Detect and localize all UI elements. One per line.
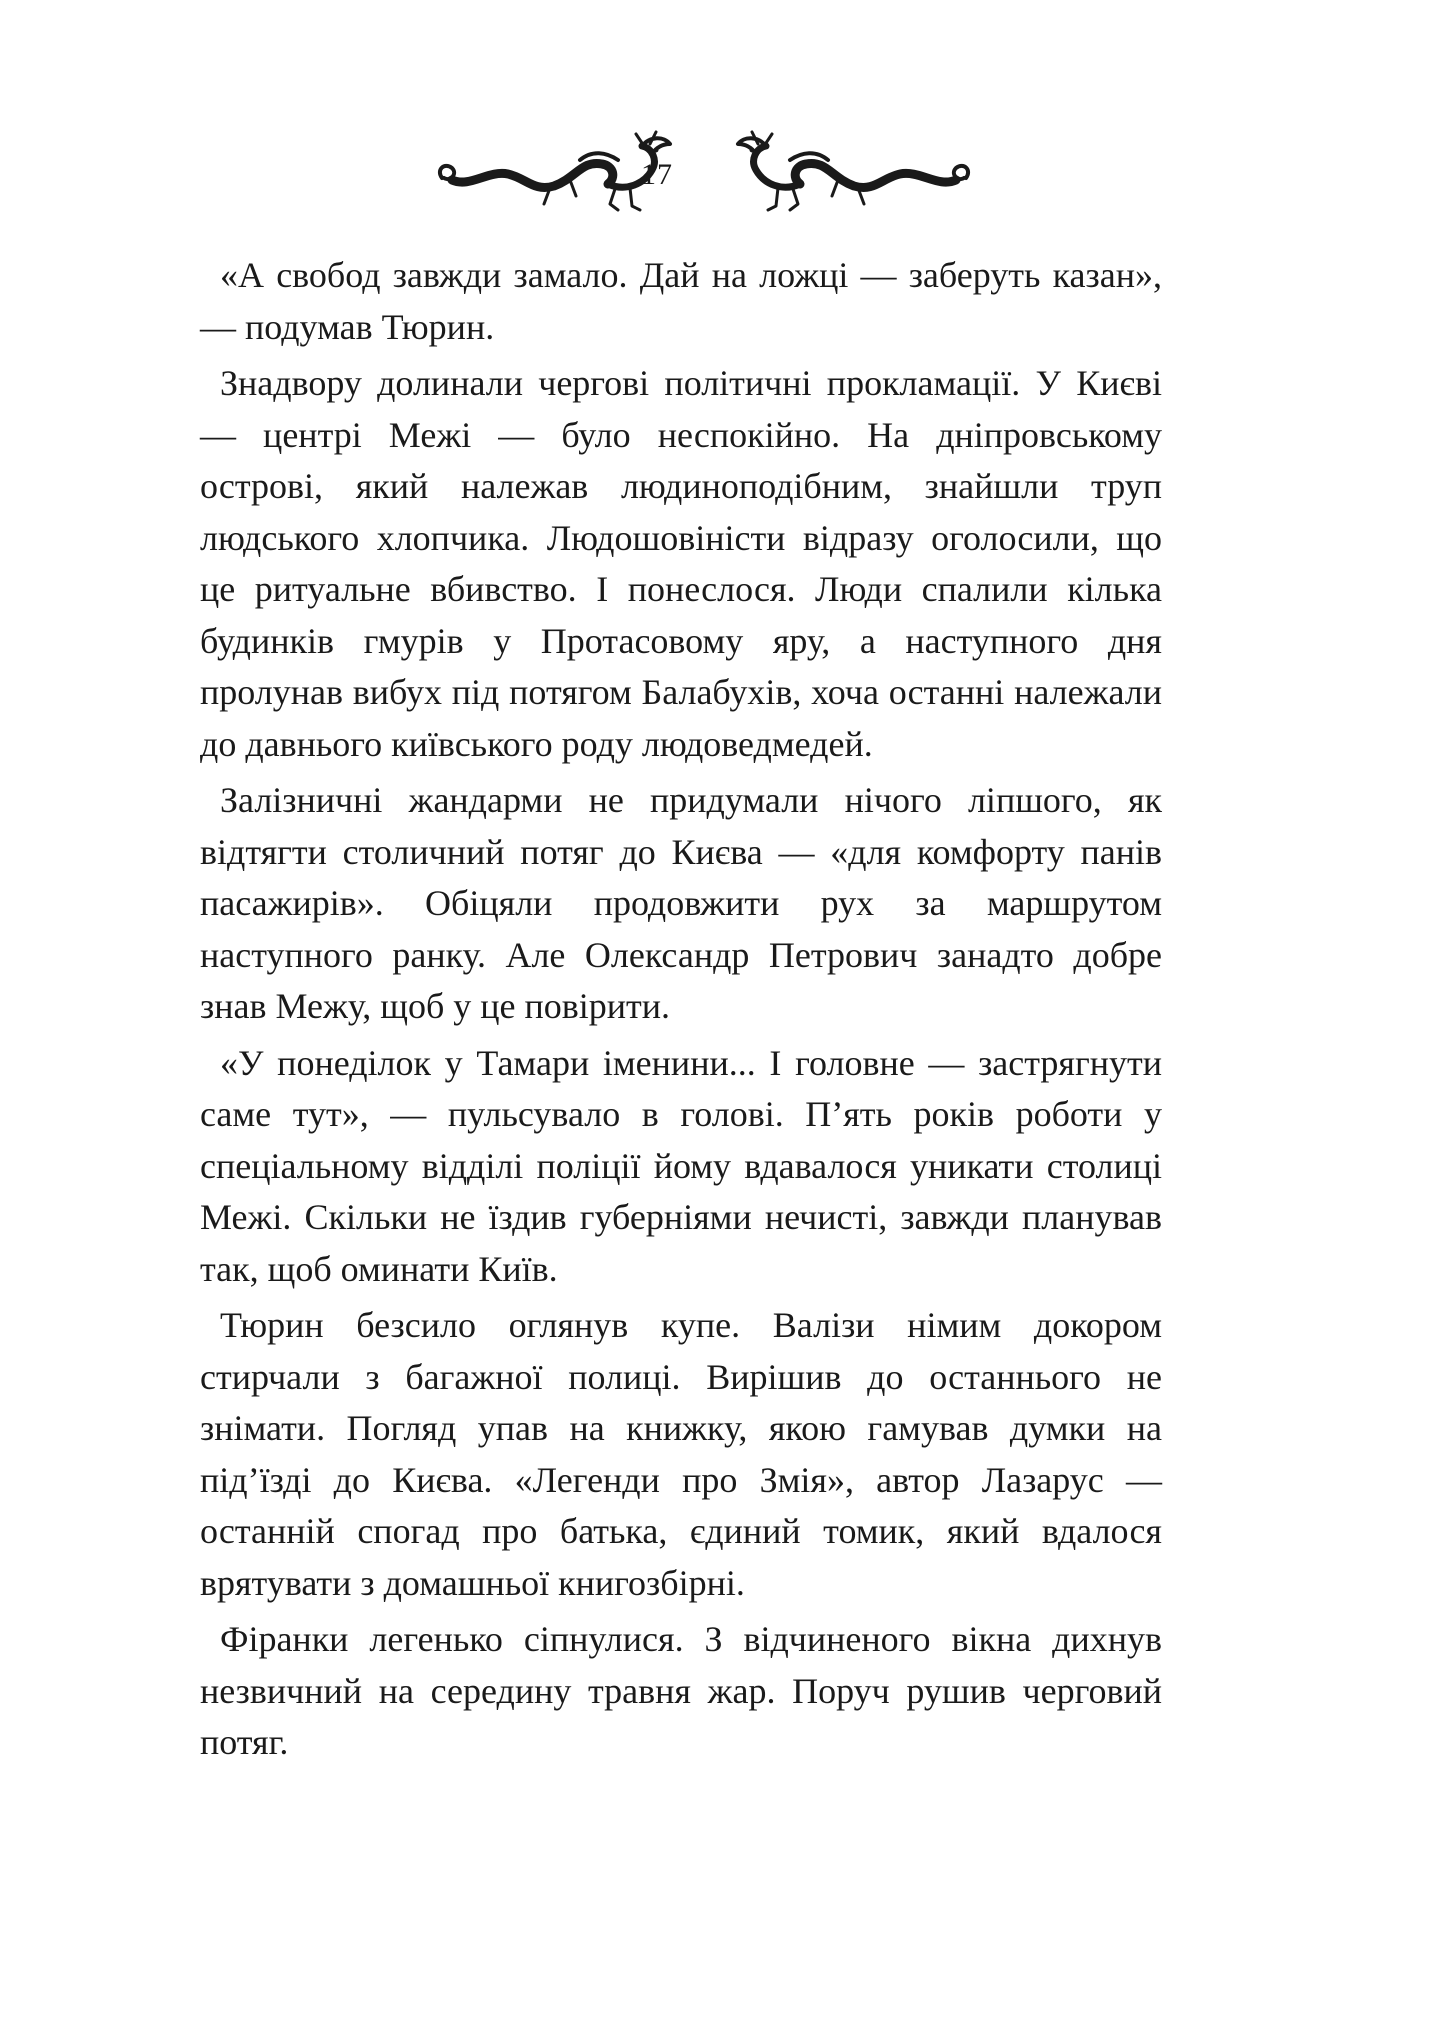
page-header [0,130,1445,220]
paragraph: Тюрин безсило оглянув купе. Валізи німим докором стирчали з багажної полиці. Вирішив до останнього не знімати. Погляд упав на книжку, якою гамував думки на під’їзді до Києва. «Легенди про Змія», автор Лазарус — останній спогад про батька, єдиний томик, який вдалося врятувати з домашньої книгозбірні. [200,1305,1162,1603]
paragraph: Фіранки легенько сіпнулися. З відчиненого вікна дихнув незвичний на середину травня жар. Поруч рушив черговий потяг. [200,1619,1162,1762]
body-text [200,250,1162,1769]
dragon-ornament-icon [728,130,978,220]
paragraph: «У понеділок у Тамари іменини... І головне — застрягнути саме тут», — пульсувало в голові. П’ять років роботи у спеціальному відділі поліції йому вдавалося уникати столиці Межі. Скільки не їздив губерніями нечисті, завжди планував так, щоб оминати Київ. [200,1042,1162,1289]
paragraph: Залізничні жандарми не придумали нічого ліпшого, як відтягти столичний потяг до Києва — «для комфорту панів пасажирів». Обіцяли продовжити рух за маршрутом наступного ранку. Але Олександр Петрович занадто добре знав Межу, щоб у це повірити. [200,780,1162,1026]
paragraph: Знадвору долинали чергові політичні прокламації. У Києві — центрі Межі — було неспокійно. На дніпровському острові, який належав людиноподібним, знайшли труп людського хлопчика. Людошовіністи відразу оголосили, що це ритуальне вбивство. І понеслося. Люди спалили кілька будинків гмурів у Протасовому яру, а наступного дня пролунав вибух під потягом Балабухів, хоча останні належали до давнього київського роду людоведмедей. [200,363,1162,764]
paragraph: «А свобод завжди замало. Дай на ложці — заберуть казан», — подумав Тюрин. [200,255,1162,347]
page-number: 17 [641,158,673,191]
